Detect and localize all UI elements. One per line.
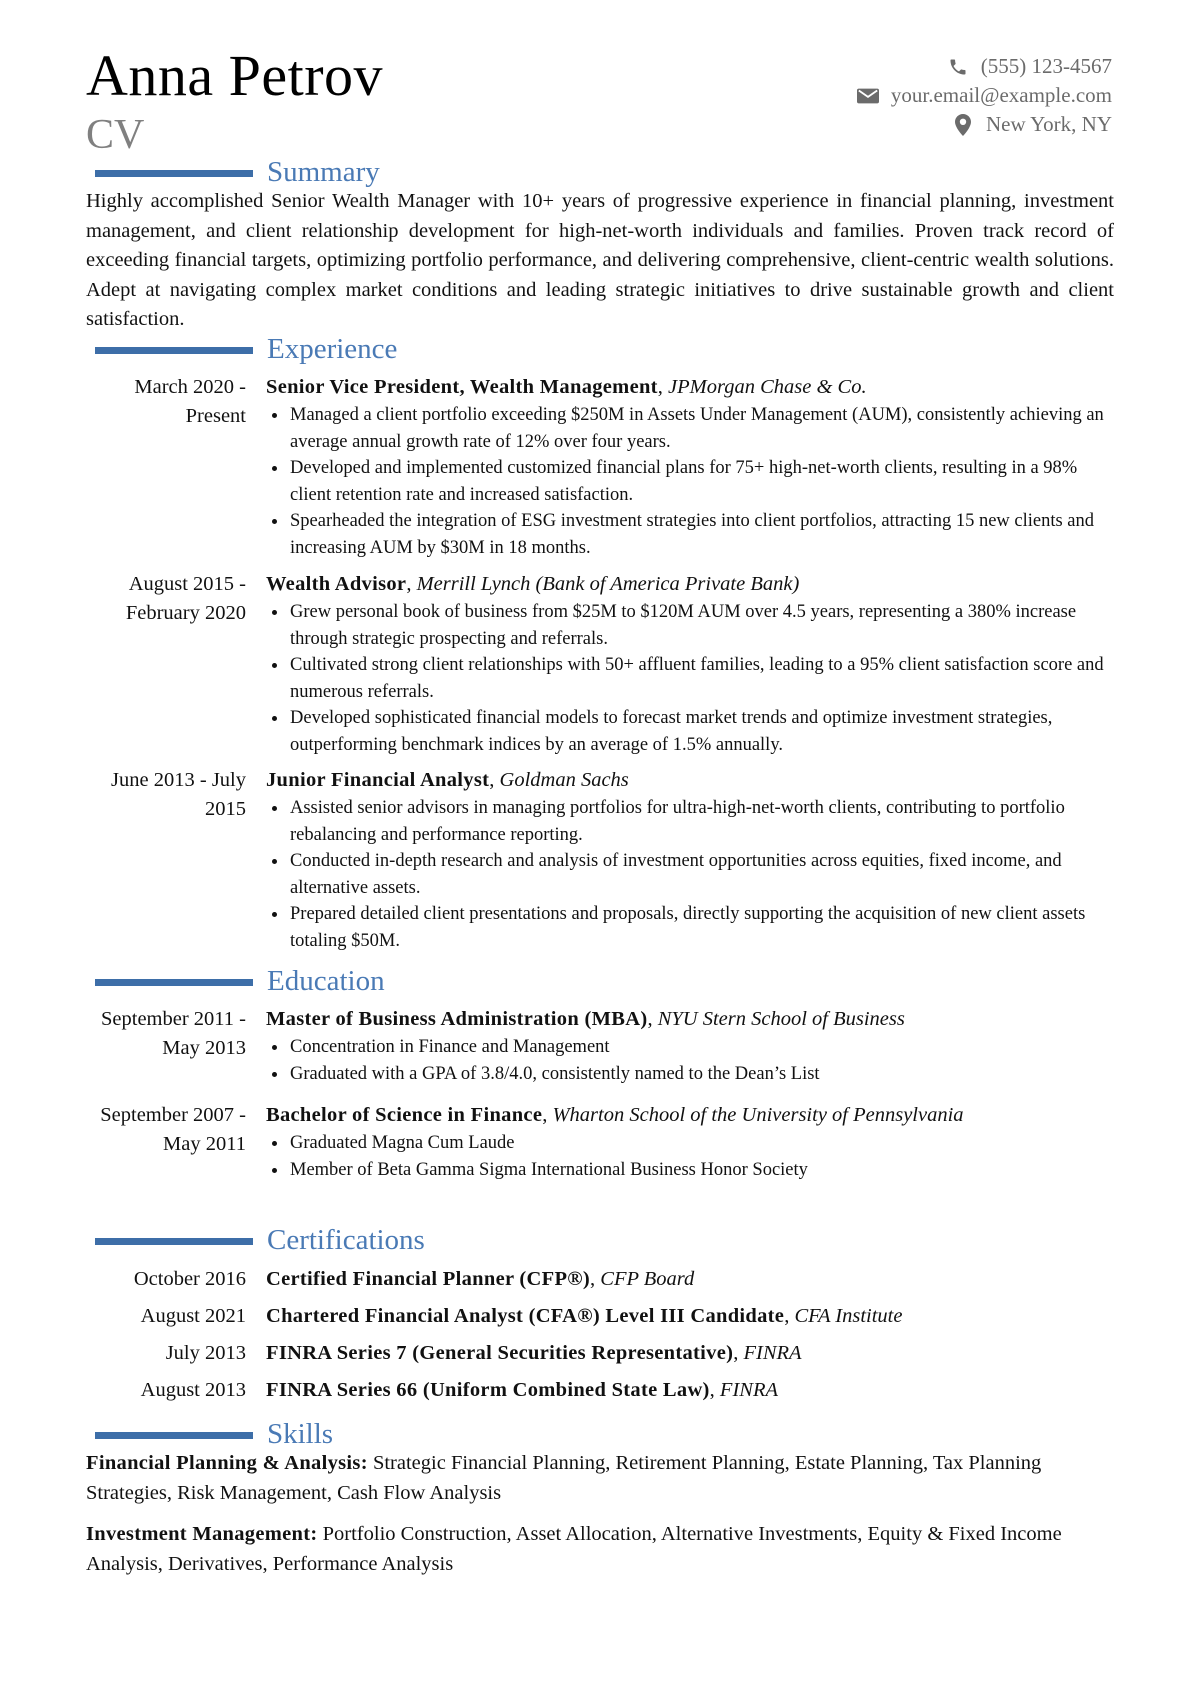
school: Wharton School of the University of Pennsylvania [552, 1104, 964, 1126]
phone-number[interactable]: (555) 123-4567 [980, 54, 1112, 78]
cert-issuer: FINRA [719, 1379, 778, 1401]
bullet-item: Developed sophisticated financial models to forecast market trends and optimize investment strategies, outperforming benchmark indices by an average of 1.5% annually. [266, 705, 1116, 758]
employer: Goldman Sachs [499, 769, 629, 791]
cert-date: July 2013 [165, 1342, 246, 1364]
entry-heading: Senior Vice President, Wealth Management, JPMorgan Chase & Co. [266, 376, 867, 398]
contact-phone [857, 52, 1112, 81]
bullet-item: Prepared detailed client presentations and proposals, directly supporting the acquisition of new client assets totaling $50M. [266, 901, 1116, 954]
skill-list: Portfolio Construction, Asset Allocation, Alternative Investments, Equity & Fixed Income Analysis, Derivatives, Performance Analysis [86, 1523, 1062, 1575]
entry-bullets [266, 795, 1116, 954]
bullet-item: Assisted senior advisors in managing portfolios for ultra-high-net-worth clients, contributing to portfolio rebalancing and performance reporting. [266, 795, 1116, 848]
section-title: Summary [267, 156, 380, 188]
phone-icon [947, 56, 969, 78]
entry-date: June 2013 - July 2015 [111, 769, 246, 820]
school: NYU Stern School of Business [657, 1008, 905, 1030]
skill-list: Strategic Financial Planning, Retirement Planning, Estate Planning, Tax Planning Strategies, Risk Management, Cash Flow Analysis [86, 1452, 1042, 1504]
cert-issuer: CFP Board [600, 1268, 695, 1290]
bullet-item: Member of Beta Gamma Sigma International Business Honor Society [266, 1157, 1116, 1184]
entry-date: March 2020 - Present [134, 376, 246, 427]
cert-issuer: FINRA [743, 1342, 802, 1364]
section-title: Education [267, 965, 385, 997]
bullet-item: Conducted in-depth research and analysis of investment opportunities across equities, fixed income, and alternative assets. [266, 848, 1116, 901]
location: New York, NY [985, 112, 1112, 136]
summary-text: Highly accomplished Senior Wealth Manager with 10+ years of progressive experience in financial planning, investment management, and client relationship development for high-net-worth individuals and families. Proven track record of exceeding financial targets, optimizing portfolio performance, and delivering comprehensive, client-centric wealth solutions. Adept at navigating complex market conditions and leading strategic initiatives to drive sustainable growth and client satisfaction. [86, 190, 1114, 330]
section-accent-bar [95, 170, 253, 177]
bullet-item: Grew personal book of business from $25M to $120M AUM over 4.5 years, representing a 380% increase through strategic prospecting and referrals. [266, 599, 1116, 652]
bullet-item: Graduated Magna Cum Laude [266, 1130, 1116, 1157]
section-accent-bar [95, 1238, 253, 1245]
job-title: Senior Vice President, Wealth Management [266, 376, 658, 398]
bullet-item: Developed and implemented customized financial plans for 75+ high-net-worth clients, resulting in a 98% client retention rate and increased satisfaction. [266, 455, 1116, 508]
job-title: Wealth Advisor [266, 573, 407, 595]
certification-entry: October 2016 Certified Financial Planner (CFP®), CFP Board [86, 1264, 1116, 1294]
degree: Master of Business Administration (MBA) [266, 1008, 648, 1030]
cert-name: FINRA Series 7 (General Securities Representative) [266, 1342, 734, 1364]
cert-issuer: CFA Institute [794, 1305, 903, 1327]
email-address[interactable]: your.email@example.com [890, 83, 1112, 107]
employer: Merrill Lynch (Bank of America Private Bank) [416, 573, 800, 595]
bullet-item: Spearheaded the integration of ESG investment strategies into client portfolios, attracting 15 new clients and increasing AUM by $30M in 18 months. [266, 508, 1116, 561]
cert-name: Chartered Financial Analyst (CFA®) Level III Candidate [266, 1305, 785, 1327]
cert-date: October 2016 [133, 1268, 246, 1290]
contact-location [857, 110, 1112, 139]
job-title: Junior Financial Analyst [266, 769, 490, 791]
entry-bullets [266, 402, 1116, 561]
entry-heading: Master of Business Administration (MBA), NYU Stern School of Business [266, 1008, 905, 1030]
skill-group [86, 1520, 1116, 1579]
entry-heading: Wealth Advisor, Merrill Lynch (Bank of America Private Bank) [266, 573, 800, 595]
contact-info [857, 52, 1112, 139]
section-accent-bar [95, 347, 253, 354]
section-header-summary [95, 156, 1095, 188]
map-marker-icon [952, 114, 974, 136]
entry-heading: Junior Financial Analyst, Goldman Sachs [266, 769, 629, 791]
cert-date: August 2013 [140, 1379, 246, 1401]
entry-heading: Bachelor of Science in Finance, Wharton School of the University of Pennsylvania [266, 1104, 964, 1126]
cert-name: Certified Financial Planner (CFP®) [266, 1268, 591, 1290]
skill-group [86, 1449, 1116, 1508]
degree: Bachelor of Science in Finance [266, 1104, 543, 1126]
employer: JPMorgan Chase & Co. [668, 376, 867, 398]
entry-bullets [266, 1034, 1116, 1087]
entry-date: September 2007 - May 2011 [100, 1104, 246, 1155]
entry-date: August 2015 - February 2020 [125, 573, 246, 624]
document-subtitle: CV [86, 112, 145, 158]
section-accent-bar [95, 979, 253, 986]
skill-category: Investment Management: [86, 1523, 318, 1545]
bullet-item: Managed a client portfolio exceeding $250M in Assets Under Management (AUM), consistently achieving an average annual growth rate of 12% over four years. [266, 402, 1116, 455]
skill-category: Financial Planning & Analysis: [86, 1452, 368, 1474]
section-title: Experience [267, 333, 398, 365]
section-title: Certifications [267, 1224, 425, 1256]
candidate-name: Anna Petrov [86, 43, 384, 108]
contact-email [857, 81, 1112, 110]
bullet-item: Cultivated strong client relationships with 50+ affluent families, leading to a 95% client satisfaction score and numerous referrals. [266, 652, 1116, 705]
envelope-icon [857, 85, 879, 107]
section-header-certifications [95, 1224, 1095, 1256]
cert-name: FINRA Series 66 (Uniform Combined State Law) [266, 1379, 710, 1401]
section-title: Skills [267, 1418, 334, 1450]
section-header-education [95, 965, 1095, 997]
section-header-skills [95, 1418, 1095, 1450]
certification-entry: August 2021 Chartered Financial Analyst (CFA®) Level III Candidate, CFA Institute [86, 1301, 1116, 1331]
entry-bullets [266, 1130, 1116, 1183]
section-header-experience [95, 333, 1095, 365]
certification-entry: August 2013 FINRA Series 66 (Uniform Combined State Law), FINRA [86, 1375, 1116, 1405]
bullet-item: Concentration in Finance and Management [266, 1034, 1116, 1061]
section-accent-bar [95, 1432, 253, 1439]
entry-bullets [266, 599, 1116, 758]
cert-date: August 2021 [140, 1305, 246, 1327]
certification-entry: July 2013 FINRA Series 7 (General Securities Representative), FINRA [86, 1338, 1116, 1368]
bullet-item: Graduated with a GPA of 3.8/4.0, consistently named to the Dean’s List [266, 1061, 1116, 1088]
entry-date: September 2011 - May 2013 [101, 1008, 246, 1059]
